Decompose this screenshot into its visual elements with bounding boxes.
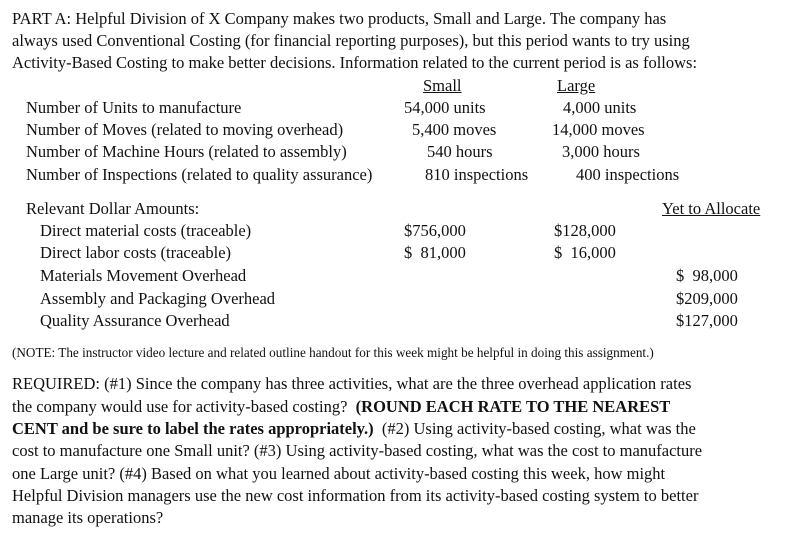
direct-labor-label: Direct labor costs (traceable): [40, 243, 232, 262]
required-line-1: REQUIRED: (#1) Since the company has three activities, what are the three overhead application rates: [12, 374, 692, 393]
assembly-packaging-yet: $209,000: [676, 289, 738, 308]
required-line-3: [12, 419, 696, 439]
required-line-7: manage its operations?: [12, 508, 164, 527]
row-label-units: Number of Units to manufacture: [26, 98, 242, 117]
required-line-2-text: the company would use for activity-based costing?: [12, 397, 356, 416]
row-small-units: 54,000 units: [404, 98, 486, 117]
row-large-machine-hours: 3,000 hours: [562, 142, 640, 161]
row-large-inspections: 400 inspections: [576, 165, 680, 184]
row-small-moves: 5,400 moves: [412, 120, 497, 139]
required-line-2: [12, 397, 670, 417]
intro-line-2: always used Conventional Costing (for financial reporting purposes), but this period wants to try using: [12, 31, 690, 50]
row-small-machine-hours: 540 hours: [427, 142, 493, 161]
row-large-units: 4,000 units: [563, 98, 637, 117]
row-label-moves: Number of Moves (related to moving overhead): [26, 120, 344, 139]
row-large-moves: 14,000 moves: [552, 120, 645, 139]
quality-assurance-yet: $127,000: [676, 311, 738, 330]
direct-labor-small: $ 81,000: [404, 243, 466, 262]
direct-material-small: $756,000: [404, 221, 466, 240]
small-column-header: Small: [423, 76, 462, 95]
required-line-3-text: (#2) Using activity-based costing, what was the: [373, 419, 696, 438]
yet-to-allocate-header: Yet to Allocate: [662, 199, 761, 218]
materials-movement-yet: $ 98,000: [676, 266, 738, 285]
required-line-6: Helpful Division managers use the new cost information from its activity-based costing system to better: [12, 486, 699, 505]
intro-line-3: Activity-Based Costing to make better decisions. Information related to the current period is as follows:: [12, 53, 698, 72]
required-line-2-bold: (ROUND EACH RATE TO THE NEAREST: [355, 397, 671, 416]
row-label-machine-hours: Number of Machine Hours (related to assembly): [26, 142, 347, 161]
intro-line-1: PART A: Helpful Division of X Company makes two products, Small and Large. The company has: [12, 9, 667, 28]
large-column-header: Large: [557, 76, 596, 95]
row-small-inspections: 810 inspections: [425, 165, 529, 184]
materials-movement-label: Materials Movement Overhead: [40, 266, 247, 285]
required-line-3-bold: CENT and be sure to label the rates appropriately.): [12, 419, 374, 438]
quality-assurance-label: Quality Assurance Overhead: [40, 311, 230, 330]
direct-material-large: $128,000: [554, 221, 616, 240]
instructor-note: (NOTE: The instructor video lecture and related outline handout for this week might be helpful in doing this assignment.): [12, 345, 654, 360]
assembly-packaging-label: Assembly and Packaging Overhead: [40, 289, 276, 308]
dollar-amounts-title: Relevant Dollar Amounts:: [26, 199, 200, 218]
required-line-5: one Large unit? (#4) Based on what you learned about activity-based costing this week, how might: [12, 464, 666, 483]
direct-material-label: Direct material costs (traceable): [40, 221, 252, 240]
direct-labor-large: $ 16,000: [554, 243, 616, 262]
required-line-4: cost to manufacture one Small unit? (#3) Using activity-based costing, what was the cost to manufacture: [12, 441, 703, 460]
row-label-inspections: Number of Inspections (related to quality assurance): [26, 165, 373, 184]
